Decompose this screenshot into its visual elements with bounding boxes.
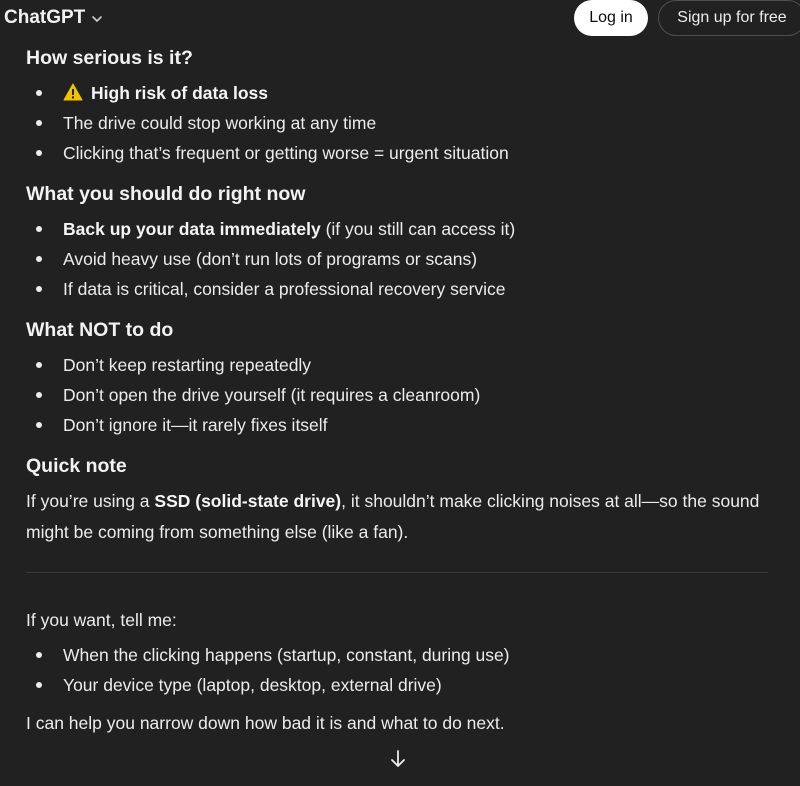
assistant-message xyxy=(26,38,771,739)
list-item: Don’t ignore it—it rarely fixes itself xyxy=(26,410,771,440)
signup-button[interactable]: Sign up for free xyxy=(658,0,800,36)
followup-closing: I can help you narrow down how bad it is and what to do next. xyxy=(26,713,505,733)
note-text-start: If you’re using a xyxy=(26,491,155,511)
list-item: The drive could stop working at any time xyxy=(26,108,771,138)
chevron-down-icon xyxy=(91,13,103,25)
do-now-list xyxy=(26,214,771,304)
backup-note: (if you still can access it) xyxy=(320,219,516,239)
ssd-emphasis: SSD (solid-state drive) xyxy=(154,491,342,511)
scroll-to-bottom-button[interactable] xyxy=(383,744,413,774)
list-item: If data is critical, consider a professional recovery service xyxy=(26,274,771,304)
quick-note-text xyxy=(26,486,771,548)
top-bar xyxy=(0,0,800,38)
list-item xyxy=(26,214,771,244)
section-heading-quick-note: Quick note xyxy=(26,455,127,477)
login-button[interactable]: Log in xyxy=(574,0,648,36)
list-item: Avoid heavy use (don’t run lots of programs or scans) xyxy=(26,244,771,274)
model-selector[interactable] xyxy=(4,4,103,32)
list-item: Don’t keep restarting repeatedly xyxy=(26,350,771,380)
section-heading-not-do: What NOT to do xyxy=(26,319,174,341)
backup-emphasis: Back up your data immediately xyxy=(63,219,321,239)
list-item: Your device type (laptop, desktop, external drive) xyxy=(26,670,771,700)
list-item: Don’t open the drive yourself (it requires a cleanroom) xyxy=(26,380,771,410)
not-do-list xyxy=(26,350,771,440)
note-text-end: , it shouldn’t make clicking noises at all—so the sound might be coming from something else (like a fan). xyxy=(26,491,760,542)
warning-icon xyxy=(63,83,83,101)
serious-list xyxy=(26,78,771,168)
section-heading-do-now: What you should do right now xyxy=(26,183,306,205)
arrow-down-icon xyxy=(389,749,407,769)
brand-title: ChatGPT xyxy=(4,7,86,28)
list-item: Clicking that’s frequent or getting worse = urgent situation xyxy=(26,138,771,168)
section-heading-serious: How serious is it? xyxy=(26,47,193,69)
risk-label: High risk of data loss xyxy=(91,83,268,103)
followup-intro: If you want, tell me: xyxy=(26,610,177,630)
divider xyxy=(26,572,768,573)
list-item: When the clicking happens (startup, constant, during use) xyxy=(26,640,771,670)
list-item xyxy=(26,78,771,108)
followup-list xyxy=(26,640,771,700)
